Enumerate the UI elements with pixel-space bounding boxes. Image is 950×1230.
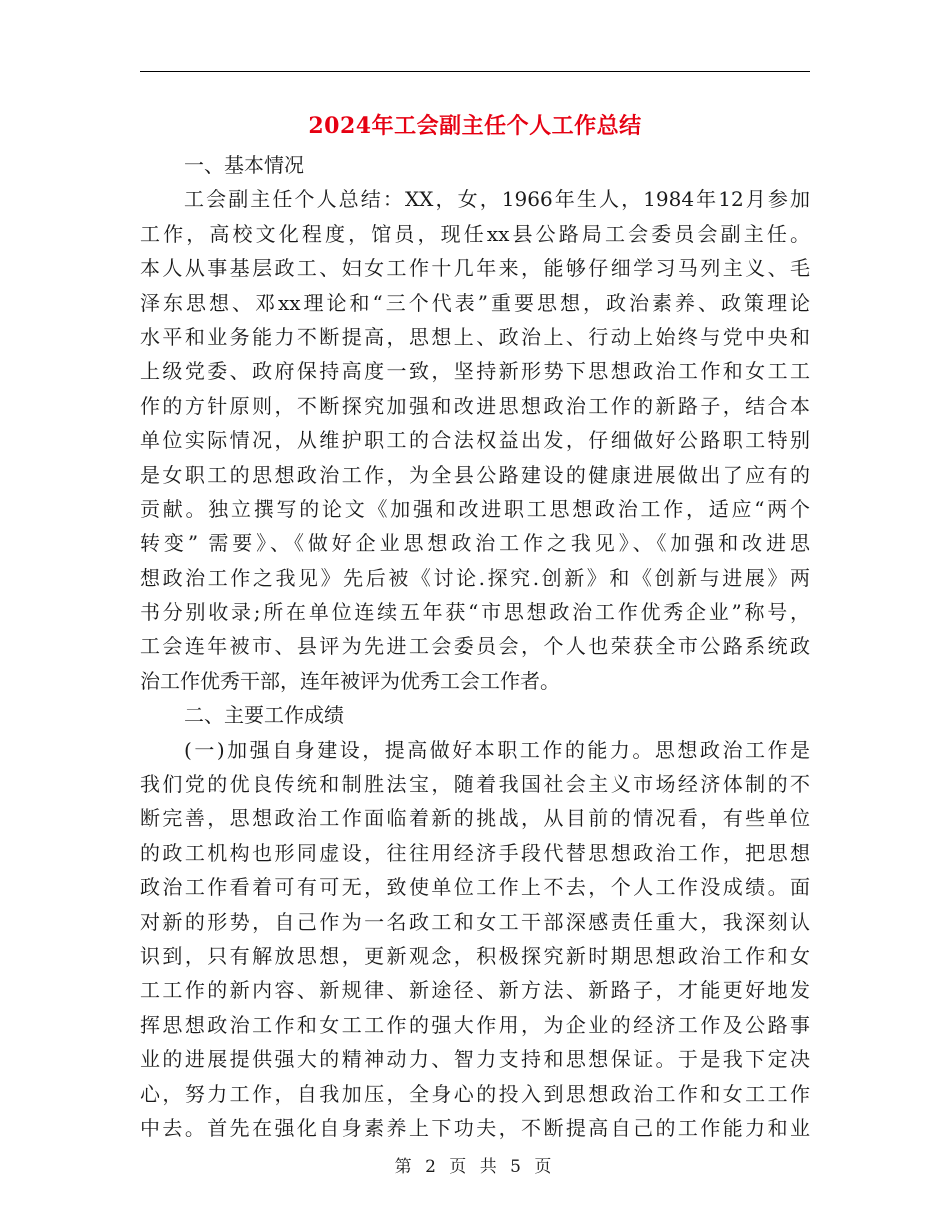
header-rule bbox=[140, 71, 810, 72]
document-title: 2024年工会副主任个人工作总结 bbox=[308, 113, 642, 139]
paragraph-line: 识到，只有解放思想，更新观念，积极探究新时期思想政治工作和女 bbox=[140, 943, 810, 968]
paragraph-line: 业的进展提供强大的精神动力、智力支持和思想保证。于是我下定决 bbox=[140, 1047, 810, 1072]
document-body bbox=[140, 148, 810, 1145]
paragraph-line: 上级党委、政府保持高度一致，坚持新形势下思想政治工作和女工工 bbox=[140, 359, 810, 384]
paragraph-line: 断完善，思想政治工作面临着新的挑战，从目前的情况看，有些单位 bbox=[140, 806, 810, 831]
paragraph-line: 转变” 需要》、《做好企业思想政治工作之我见》、《加强和改进思 bbox=[140, 531, 810, 556]
paragraph-line: 对新的形势，自己作为一名政工和女工干部深感责任重大，我深刻认 bbox=[140, 909, 810, 934]
paragraph-line: 工作，高校文化程度，馆员，现任xx县公路局工会委员会副主任。 bbox=[140, 221, 810, 246]
paragraph-line: 治工作优秀干部，连年被评为优秀工会工作者。 bbox=[140, 668, 560, 693]
paragraph-line: 我们党的优良传统和制胜法宝，随着我国社会主义市场经济体制的不 bbox=[140, 772, 810, 797]
paragraph-line: 书分别收录;所在单位连续五年获“市思想政治工作优秀企业”称号， bbox=[140, 600, 810, 625]
paragraph-line: 泽东思想、邓xx理论和“三个代表”重要思想，政治素养、政策理论 bbox=[140, 290, 810, 315]
page-number-label: 第 2 页 共 5 页 bbox=[394, 1157, 556, 1177]
page-footer bbox=[0, 1152, 950, 1177]
paragraph-line: 本人从事基层政工、妇女工作十几年来，能够仔细学习马列主义、毛 bbox=[140, 256, 810, 281]
paragraph-line: 想政治工作之我见》先后被《讨论.探究.创新》和《创新与进展》两 bbox=[140, 565, 810, 590]
paragraph-line: 工会副主任个人总结：XX，女，1966年生人，1984年12月参加 bbox=[184, 187, 810, 212]
paragraph-line: 贡献。独立撰写的论文《加强和改进职工思想政治工作，适应“两个 bbox=[140, 496, 810, 521]
paragraph-line: 工工作的新内容、新规律、新途径、新方法、新路子，才能更好地发 bbox=[140, 978, 810, 1003]
paragraph-line: 的政工机构也形同虚设，往往用经济手段代替思想政治工作，把思想 bbox=[140, 840, 810, 865]
paragraph-line: 中去。首先在强化自身素养上下功夫，不断提高自己的工作能力和业 bbox=[140, 1115, 810, 1140]
section-heading: 一、基本情况 bbox=[184, 153, 304, 177]
section-heading: 二、主要工作成绩 bbox=[184, 703, 344, 728]
paragraph-line: 作的方针原则，不断探究加强和改进思想政治工作的新路子，结合本 bbox=[140, 393, 810, 418]
paragraph-line: 心，努力工作，自我加压，全身心的投入到思想政治工作和女工工作 bbox=[140, 1081, 810, 1106]
paragraph-line: 政治工作看着可有可无，致使单位工作上不去，个人工作没成绩。面 bbox=[140, 875, 810, 900]
paragraph-line: 挥思想政治工作和女工工作的强大作用，为企业的经济工作及公路事 bbox=[140, 1012, 810, 1037]
paragraph-line: 是女职工的思想政治工作，为全县公路建设的健康进展做出了应有的 bbox=[140, 462, 810, 487]
paragraph-line: (一)加强自身建设，提高做好本职工作的能力。思想政治工作是 bbox=[184, 737, 810, 762]
paragraph-line: 水平和业务能力不断提高，思想上、政治上、行动上始终与党中央和 bbox=[140, 324, 810, 349]
paragraph-line: 工会连年被市、县评为先进工会委员会，个人也荣获全市公路系统政 bbox=[140, 634, 810, 659]
paragraph-line: 单位实际情况，从维护职工的合法权益出发，仔细做好公路职工特别 bbox=[140, 428, 810, 453]
